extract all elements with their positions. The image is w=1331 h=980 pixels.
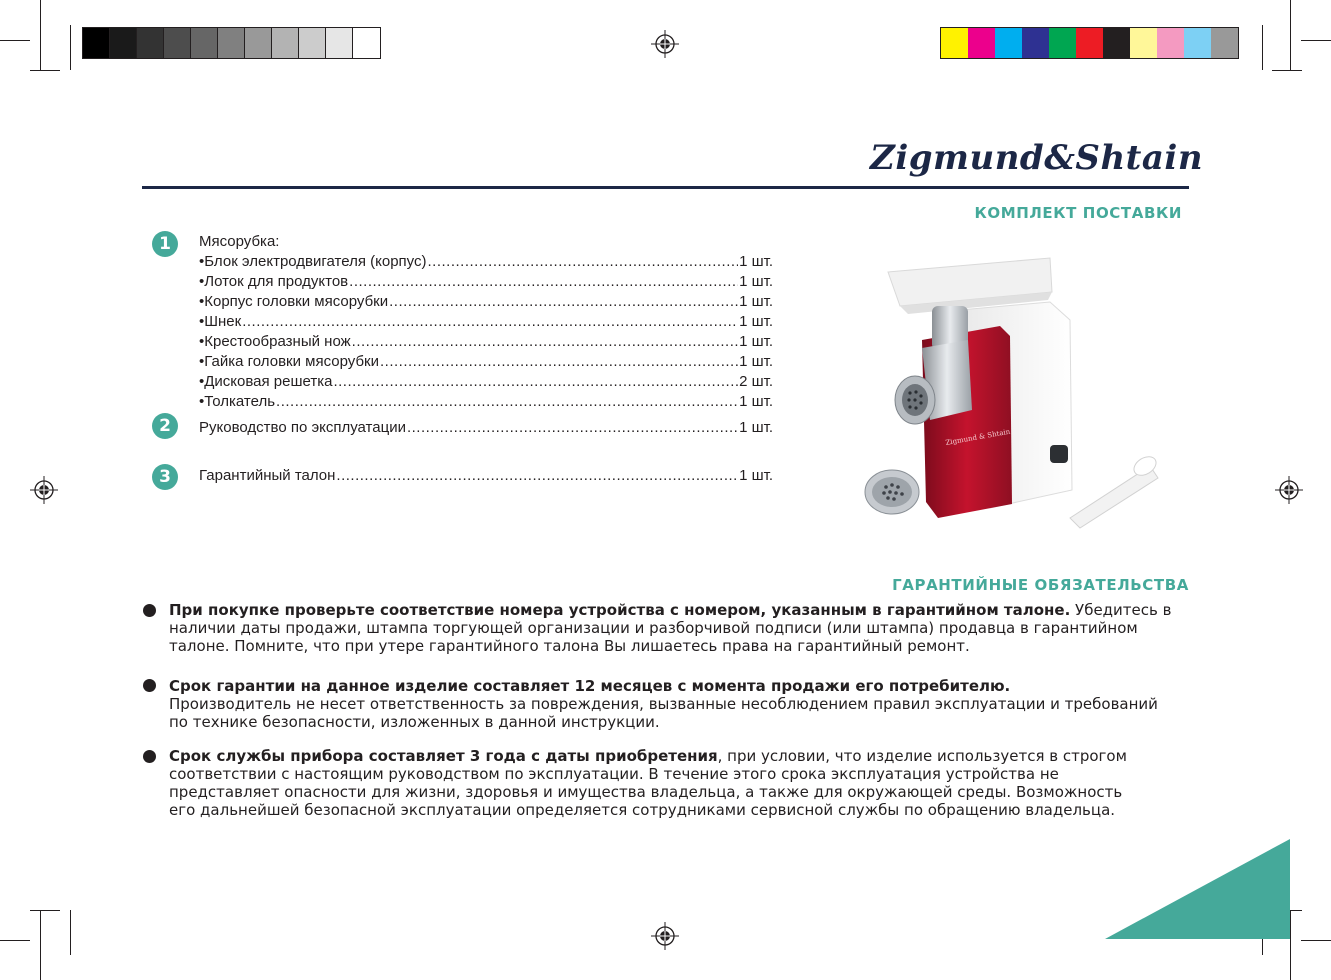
- item-number-badge: 1: [152, 231, 178, 257]
- bullet-icon: [143, 604, 156, 617]
- item-number-badge: 3: [152, 464, 178, 490]
- list-header: [199, 233, 773, 253]
- paragraph-text: Производитель не несет ответственность за повреждения, вызванные несоблюдением правил эксплуатации и требований по технике безопасности, изложенных в данной инструкции.: [169, 695, 1158, 731]
- leader-dots: [428, 253, 739, 270]
- list-item-manual: [199, 419, 773, 439]
- list-item-qty: 1 шт.: [739, 293, 773, 310]
- gray-swatch: [110, 28, 137, 58]
- header-rule: [142, 186, 1189, 189]
- color-swatch: [1184, 28, 1211, 58]
- list-item: [199, 313, 773, 333]
- gray-swatch: [299, 28, 326, 58]
- bullet-icon: [143, 679, 156, 692]
- warranty-paragraph: [169, 601, 1179, 655]
- paragraph-lead: При покупке проверьте соответствие номера устройства с номером, указанным в гарантийном талоне.: [169, 601, 1071, 619]
- list-item-qty: 1 шт.: [739, 333, 773, 350]
- leader-dots: [349, 273, 738, 290]
- gray-swatch: [191, 28, 218, 58]
- list-item-label: •Крестообразный нож: [199, 333, 351, 350]
- crop-mark: [1262, 25, 1263, 70]
- leader-dots: [352, 333, 738, 350]
- leader-dots: [407, 419, 738, 436]
- list-item-qty: 1 шт.: [739, 393, 773, 410]
- paragraph-lead: Срок службы прибора составляет 3 года с даты приобретения: [169, 747, 718, 765]
- list-item-label: •Толкатель: [199, 393, 276, 410]
- crop-mark: [0, 940, 30, 941]
- list-item-label: •Шнек: [199, 313, 242, 330]
- list-item-qty: 1 шт.: [739, 467, 773, 484]
- list-item-label: •Лоток для продуктов: [199, 273, 349, 290]
- package-section-title: КОМПЛЕКТ ПОСТАВКИ: [974, 204, 1182, 222]
- paragraph-text: Убедитесь в наличии даты продажи, штампа торгующей организации и разборчивой подписи (или штампа) продавца в гарантийном талоне. Помните, что при утере гарантийного талона Вы лишаетесь права на гарантийный ремонт.: [169, 601, 1172, 655]
- crop-mark: [70, 910, 71, 955]
- crop-mark: [1272, 70, 1302, 71]
- crop-mark: [1301, 40, 1331, 41]
- crop-mark: [1290, 910, 1291, 980]
- color-swatch: [995, 28, 1022, 58]
- list-item-label: Руководство по эксплуатации: [199, 419, 406, 436]
- gray-swatch: [218, 28, 245, 58]
- list-item: [199, 393, 773, 413]
- item-number-badge: 2: [152, 413, 178, 439]
- leader-dots: [336, 467, 738, 484]
- crop-mark: [0, 40, 30, 41]
- gray-swatch: [326, 28, 353, 58]
- crop-mark: [30, 70, 60, 71]
- crop-mark: [30, 910, 60, 911]
- meat-grinder-image: [860, 240, 1160, 530]
- list-item-qty: 1 шт.: [739, 273, 773, 290]
- package-list: [199, 233, 773, 493]
- process-color-bar: [940, 27, 1239, 59]
- leader-dots: [276, 393, 738, 410]
- paragraph-text: , при условии, что изделие используется в строгом соответствии с настоящим руководством по эксплуатации. В течение этого срока эксплуатация устройства не представляет опасности для жизни, здоровья и имущества владельца, а также для окружающей среды. Возможность его дальнейшей безопасной эксплуатации определяется сотрудниками сервисной службы по обращению владельца.: [169, 747, 1127, 819]
- list-item-qty: 1 шт.: [739, 253, 773, 270]
- color-swatch: [1157, 28, 1184, 58]
- svg-text:Zigmund & Shtain: Zigmund & Shtain: [944, 427, 1011, 447]
- list-item-label: •Гайка головки мясорубки: [199, 353, 379, 370]
- leader-dots: [333, 373, 738, 390]
- warranty-paragraph: [169, 677, 1179, 731]
- color-swatch: [968, 28, 995, 58]
- gray-swatch: [164, 28, 191, 58]
- list-item-qty: 1 шт.: [739, 353, 773, 370]
- gray-swatch: [83, 28, 110, 58]
- gray-swatch: [245, 28, 272, 58]
- grayscale-color-bar: [82, 27, 381, 59]
- warranty-paragraph: [169, 747, 1149, 819]
- list-item-qty: 1 шт.: [739, 419, 773, 436]
- crop-mark: [1301, 940, 1331, 941]
- bullet-icon: [143, 750, 156, 763]
- color-swatch: [941, 28, 968, 58]
- leader-dots: [380, 353, 738, 370]
- leader-dots: [242, 313, 738, 330]
- registration-mark-icon: [1275, 476, 1303, 504]
- color-swatch: [1103, 28, 1130, 58]
- registration-mark-icon: [30, 476, 58, 504]
- list-item-label: Гарантийный талон: [199, 467, 336, 484]
- list-item-qty: 1 шт.: [739, 313, 773, 330]
- brand-logo: Zigmund&Shtain: [870, 138, 1204, 178]
- list-item: [199, 293, 773, 313]
- warranty-section-title: ГАРАНТИЙНЫЕ ОБЯЗАТЕЛЬСТВА: [892, 576, 1189, 594]
- leader-dots: [389, 293, 738, 310]
- crop-mark: [1290, 0, 1291, 70]
- list-item-label: •Корпус головки мясорубки: [199, 293, 389, 310]
- crop-mark: [40, 0, 41, 70]
- registration-mark-icon: [651, 922, 679, 950]
- color-swatch: [1130, 28, 1157, 58]
- paragraph-lead: Срок гарантии на данное изделие составляет 12 месяцев с момента продажи его потребителю.: [169, 677, 1011, 695]
- registration-mark-icon: [651, 30, 679, 58]
- list-item: [199, 373, 773, 393]
- color-swatch: [1022, 28, 1049, 58]
- list-item: [199, 333, 773, 353]
- gray-swatch: [272, 28, 299, 58]
- gray-swatch: [137, 28, 164, 58]
- crop-mark: [70, 25, 71, 70]
- crop-mark: [40, 910, 41, 980]
- gray-swatch: [353, 28, 380, 58]
- list-header-text: Мясорубка:: [199, 233, 280, 250]
- list-item: [199, 273, 773, 293]
- list-item-qty: 2 шт.: [739, 373, 773, 390]
- list-item: [199, 253, 773, 273]
- list-item: [199, 353, 773, 373]
- color-swatch: [1211, 28, 1238, 58]
- list-item-coupon: [199, 467, 773, 487]
- list-item-label: •Дисковая решетка: [199, 373, 333, 390]
- decorative-corner-shape: [1105, 839, 1290, 939]
- color-swatch: [1049, 28, 1076, 58]
- list-item-label: •Блок электродвигателя (корпус): [199, 253, 427, 270]
- color-swatch: [1076, 28, 1103, 58]
